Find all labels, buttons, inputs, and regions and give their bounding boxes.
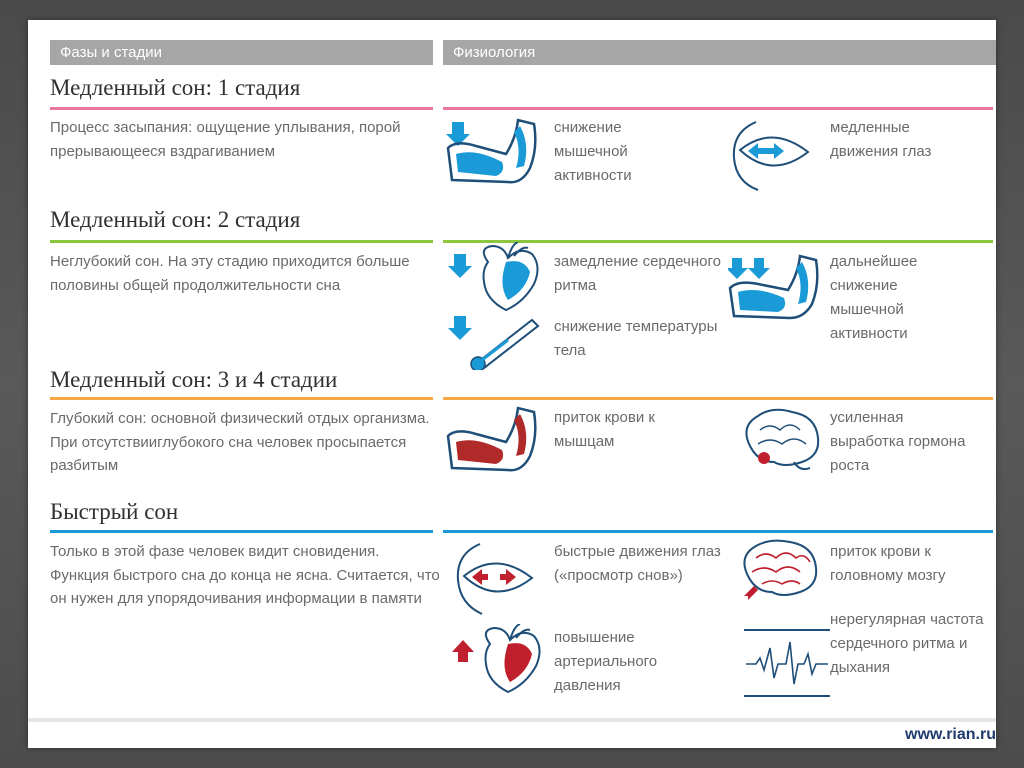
eye-rapid-icon [452,540,542,616]
stage2-rule-left [50,240,433,243]
stage2-effect-2: дальнейшее снижение мышечной активности [830,253,918,342]
rem-title: Быстрый сон [50,499,179,524]
rem-effect-4: нерегулярная частота сердечного ритма и дыхания [830,611,984,676]
rem-description: Только в этой фазе человек видит сновидения. Функция быстрого сна до конца не ясна. Считается, что он нужен для упорядочивания информации в памяти [50,543,440,607]
stage34-title: Медленный сон: 3 и 4 стадии [50,367,338,392]
stage34-effect-1: приток крови к мышцам [554,409,655,450]
header-phases: Фазы и стадии [50,40,433,65]
stage2-description: Неглубокий сон. На эту стадию приходится больше половины общей продолжительности сна [50,253,410,294]
rem-effect-1: быстрые движения глаз («просмотр снов») [554,543,721,584]
stage2-title: Медленный сон: 2 стадия [50,207,301,232]
rem-effect-2: приток крови к головному мозгу [830,543,946,584]
muscle-relax-further-icon [728,252,824,324]
slide [28,20,996,748]
muscle-relax-icon [446,118,542,190]
stage1-effect-2: медленные движения глаз [830,119,932,160]
stage34-effect-2: усиленная выработка гормона роста [830,409,966,474]
stage34-rule-right [443,397,993,400]
brain-hormone-icon [740,406,824,476]
heart-slow-icon [448,242,544,312]
header-physiology: Физиология [443,40,996,65]
stage1-title: Медленный сон: 1 стадия [50,75,301,100]
irregular-rhythm-icon [742,624,832,702]
stage1-rule-right [443,107,993,110]
rem-rule-right [443,530,993,533]
watermark: www.rian.ru [905,726,996,743]
brain-blood-icon [738,538,828,610]
stage1-description: Процесс засыпания: ощущение уплывания, порой прерывающееся вздрагиванием [50,119,401,160]
rem-rule-left [50,530,433,533]
heart-pressure-icon [450,624,542,696]
stage34-rule-left [50,397,433,400]
stage1-rule-left [50,107,433,110]
rem-effect-3: повышение артериального давления [554,629,658,694]
muscle-blood-icon [446,406,542,478]
stage1-effect-1: снижение мышечной активности [554,119,632,184]
thermometer-icon [448,312,544,370]
stage34-description: Глубокий сон: основной физический отдых организма. При отсутствииглубокого сна человек просыпается разбитым [50,410,430,474]
stage2-effect-1: замедление сердечного ритма [554,253,721,294]
eye-slow-icon [728,118,818,192]
stage2-effect-3: снижение температуры тела [554,318,718,359]
footer-bar [28,718,996,722]
